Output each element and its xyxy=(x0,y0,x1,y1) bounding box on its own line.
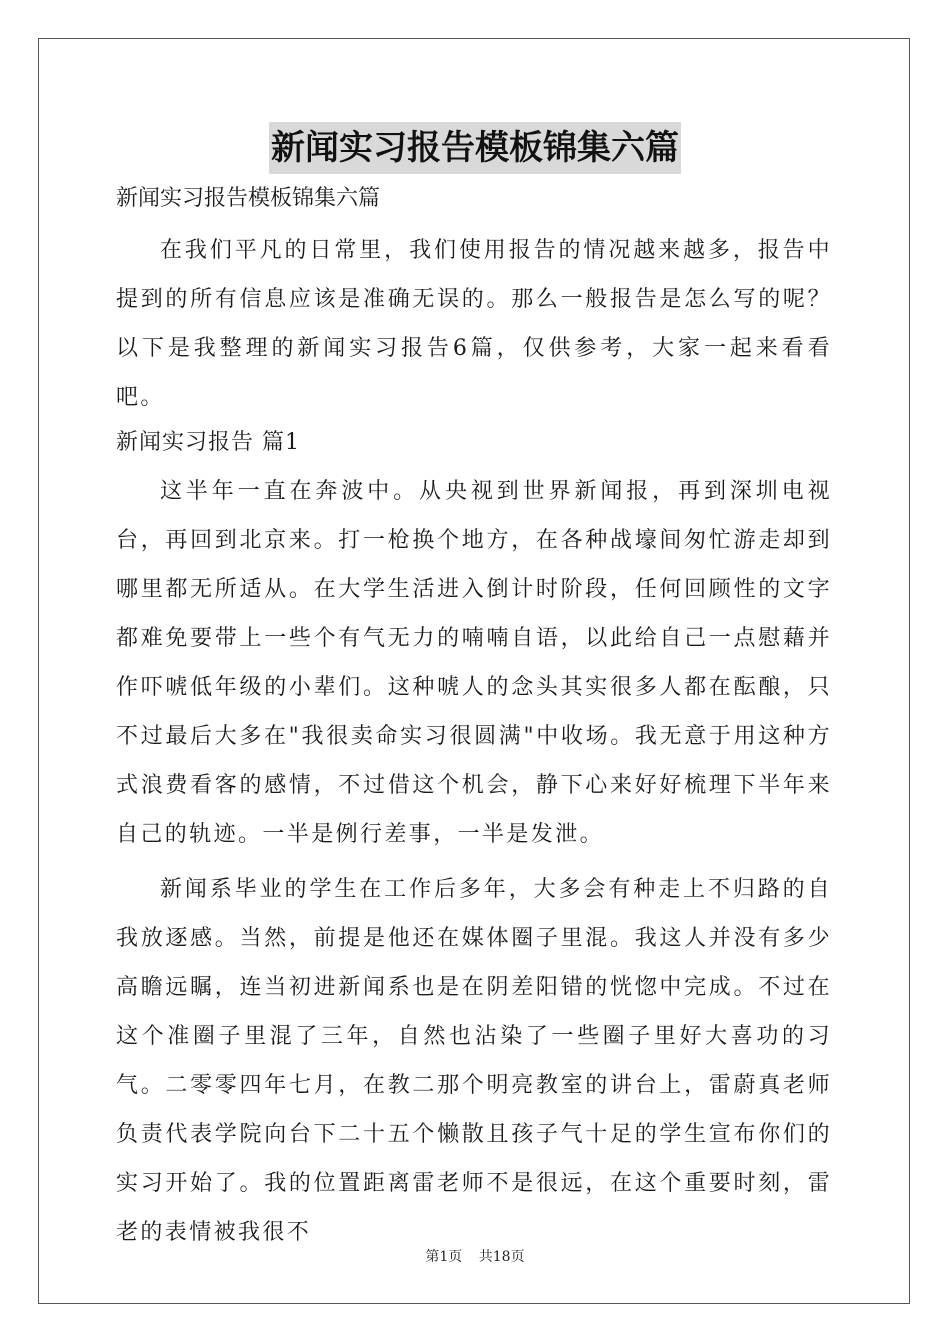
page-number: 第1页 xyxy=(425,1249,463,1265)
page-footer xyxy=(0,1246,950,1266)
intro-paragraph: 在我们平凡的日常里，我们使用报告的情况越来越多，报告中提到的所有信息应该是准确无误的。那么一般报告是怎么写的呢？以下是我整理的新闻实习报告6篇，仅供参考，大家一起来看看吧。 xyxy=(116,238,832,410)
document-title: 新闻实习报告模板锦集六篇 xyxy=(269,122,681,174)
document-body xyxy=(116,180,832,1257)
section-heading: 新闻实习报告 篇1 xyxy=(116,430,300,455)
document-subtitle: 新闻实习报告模板锦集六篇 xyxy=(116,186,381,211)
body-paragraph: 新闻系毕业的学生在工作后多年，大多会有种走上不归路的自我放逐感。当然，前提是他还在媒体圈子里混。我这人并没有多少高瞻远瞩，连当初进新闻系也是在阴差阳错的恍惚中完成。不过在这个准圈子里混了三年，自然也沾染了一些圈子里好大喜功的习气。二零零四年七月，在教二那个明亮教室的讲台上，雷蔚真老师负责代表学院向台下二十五个懒散且孩子气十足的学生宣布你们的实习开始了。我的位置距离雷老师不是很远，在这个重要时刻，雷老的表情被我很不 xyxy=(116,877,832,1245)
title-container xyxy=(0,122,950,174)
page-total: 共18页 xyxy=(478,1249,525,1265)
body-paragraph: 这半年一直在奔波中。从央视到世界新闻报，再到深圳电视台，再回到北京来。打一枪换个地方，在各种战壕间匆忙游走却到哪里都无所适从。在大学生活进入倒计时阶段，任何回顾性的文字都难免要带上一些个有气无力的喃喃自语，以此给自己一点慰藉并作吓唬低年级的小辈们。这种唬人的念头其实很多人都在酝酿，只不过最后大多在"我很卖命实习很圆满"中收场。我无意于用这种方式浪费看客的感情，不过借这个机会，静下心来好好梳理下半年来自己的轨迹。一半是例行差事，一半是发泄。 xyxy=(116,479,832,847)
